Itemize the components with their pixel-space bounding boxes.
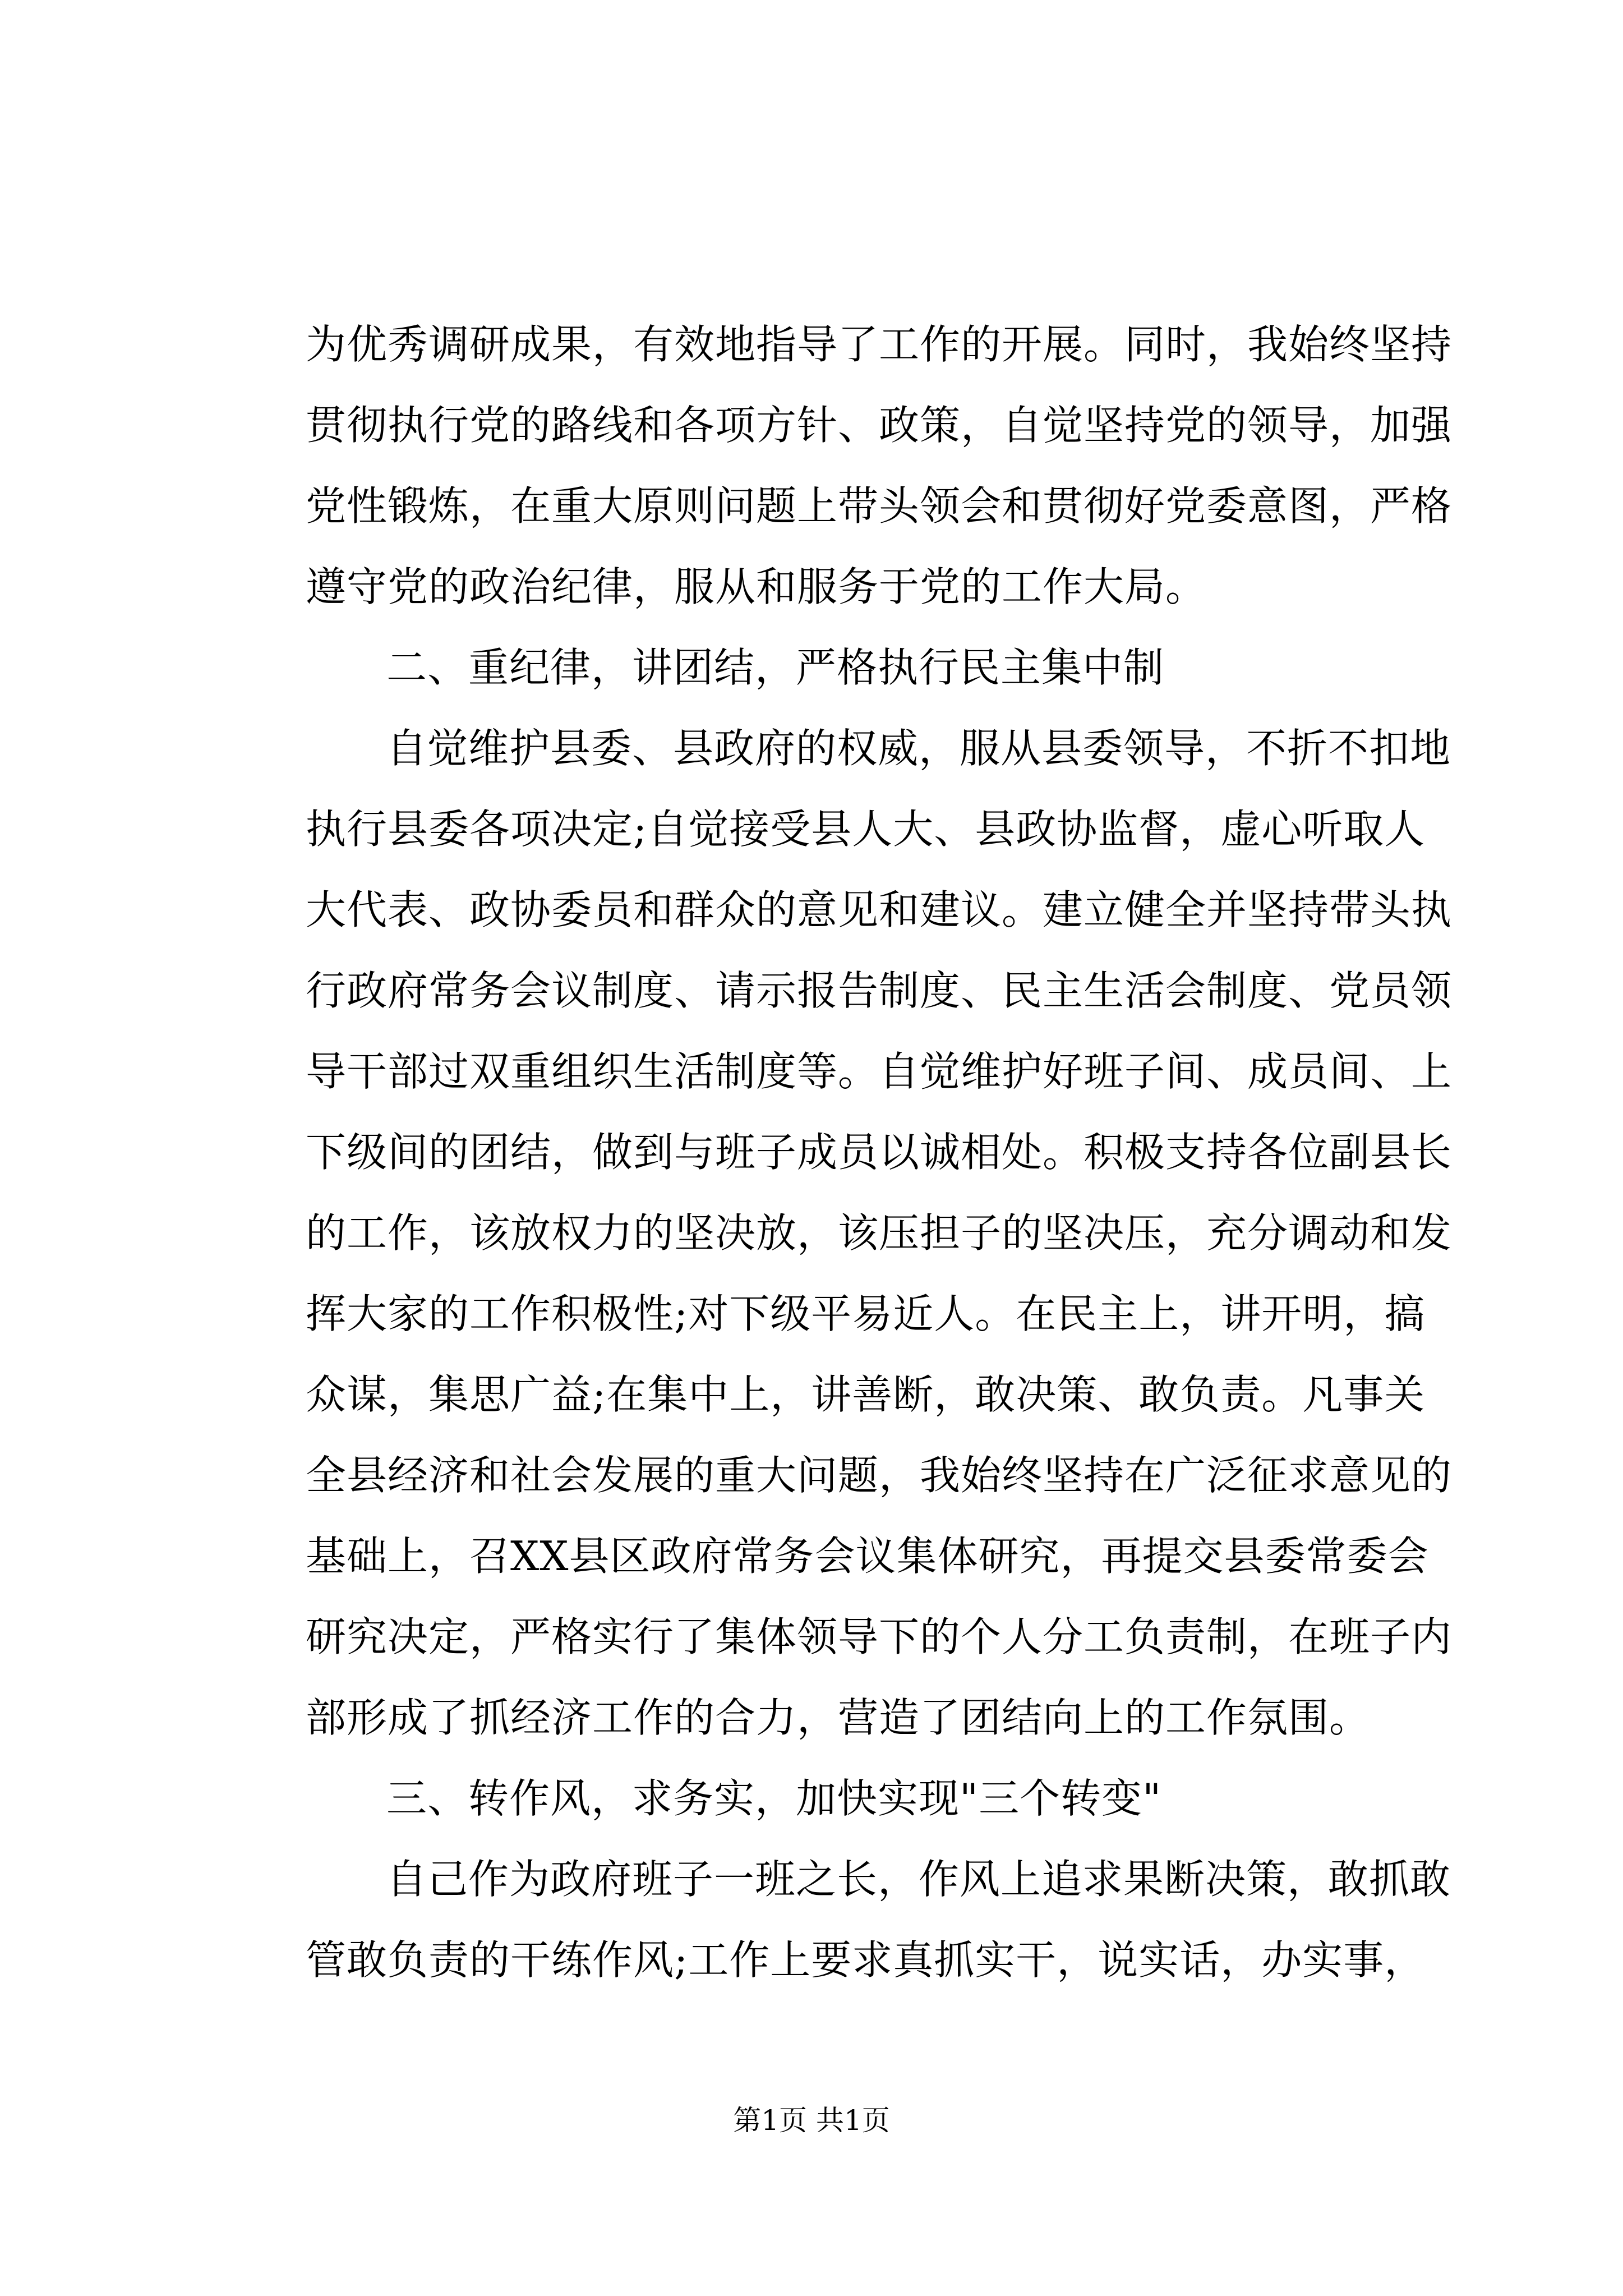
text-line: 基础上，召XX县区政府常务会议集体研究，再提交县委常委会 — [306, 1533, 1429, 1580]
text-line: 行政府常务会议制度、请示报告制度、民主生活会制度、党员领 — [306, 967, 1453, 1014]
text-line: 下级间的团结，做到与班子成员以诚相处。积极支持各位副县长 — [306, 1129, 1453, 1176]
page-footer: 第1页 共1页 — [733, 2104, 890, 2137]
text-line: 的工作，该放权力的坚决放，该压担子的坚决压，充分调动和发 — [306, 1209, 1453, 1257]
text-line: 自己作为政府班子一班之长，作风上追求果断决策，敢抓敢 — [386, 1856, 1451, 1903]
text-line: 导干部过双重组织生活制度等。自觉维护好班子间、成员间、上 — [306, 1048, 1453, 1095]
text-line: 遵守党的政治纪律，服从和服务于党的工作大局。 — [306, 563, 1207, 610]
text-line: 部形成了抓经济工作的合力，营造了团结向上的工作氛围。 — [306, 1694, 1371, 1741]
section-heading-3 — [386, 1756, 1405, 1841]
text-line: 大代表、政协委员和群众的意见和建议。建立健全并坚持带头执 — [306, 886, 1453, 933]
text-line: 执行县委各项决定;自觉接受县人大、县政协监督，虚心听取人 — [306, 806, 1426, 853]
text-line: 众谋，集思广益;在集中上，讲善断，敢决策、敢负责。凡事关 — [306, 1371, 1426, 1418]
text-line: 挥大家的工作积极性;对下级平易近人。在民主上，讲开明，搞 — [306, 1290, 1426, 1337]
section-heading-text: 二、重纪律，讲团结，严格执行民主集中制 — [386, 644, 1165, 691]
text-line: 为优秀调研成果，有效地指导了工作的开展。同时，我始终坚持 — [306, 321, 1453, 368]
section-heading-text: 三、转作风，求务实，加快实现"三个转变" — [386, 1775, 1162, 1822]
section-heading-2 — [386, 625, 1405, 710]
text-line: 管敢负责的干练作风;工作上要求真抓实干，说实话，办实事， — [306, 1936, 1426, 1984]
text-line: 研究决定，严格实行了集体领导下的个人分工负责制，在班子内 — [306, 1613, 1453, 1660]
text-line: 党性锻炼，在重大原则问题上带头领会和贯彻好党委意图，严格 — [306, 482, 1453, 530]
text-line: 自觉维护县委、县政府的权威，服从县委领导，不折不扣地 — [386, 725, 1451, 772]
text-line: 全县经济和社会发展的重大问题，我始终坚持在广泛征求意见的 — [306, 1452, 1453, 1499]
text-line: 贯彻执行党的路线和各项方针、政策，自觉坚持党的领导，加强 — [306, 402, 1453, 449]
